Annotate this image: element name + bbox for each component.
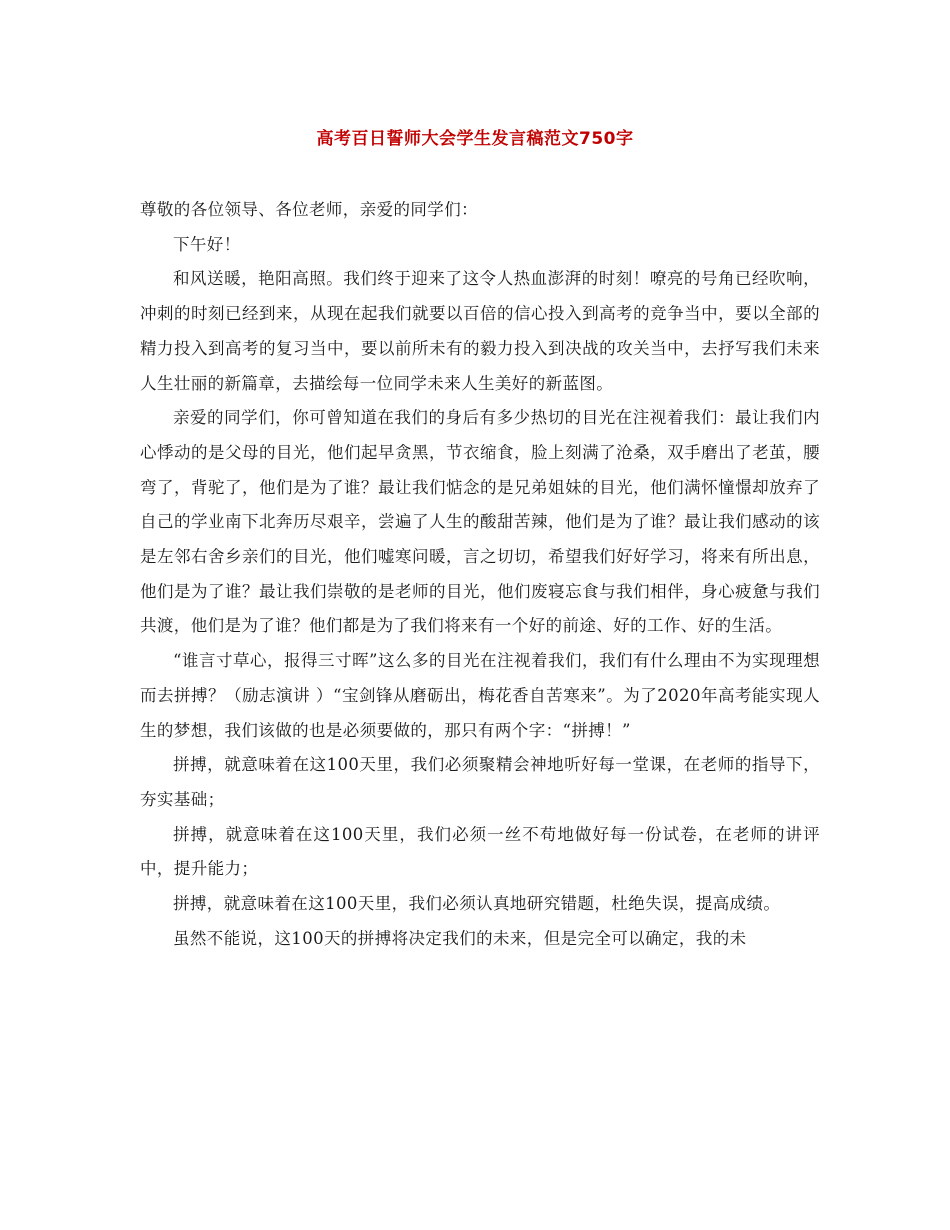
document-title: 高考百日誓师大会学生发言稿范文750字 — [316, 129, 634, 149]
paragraph-struggle-exam: 拼搏，就意味着在这100天里，我们必须一丝不苟地做好每一份试卷，在老师的讲评中，提升能力； — [140, 824, 820, 879]
paragraph-struggle: “谁言寸草心，报得三寸晖”这么多的目光在注视着我们，我们有什么理由不为实现理想而去拼搏？（励志演讲 ）“宝剑锋从磨砺出，梅花香自苦寒来”。为了2020年高考能实现人生的梦想，我们该做的也是必须要做的，那只有两个字：“拼搏！” — [140, 651, 820, 740]
paragraph-intro: 和风送暖，艳阳高照。我们终于迎来了这令人热血澎湃的时刻！嘹亮的号角已经吹响，冲刺的时刻已经到来，从现在起我们就要以百倍的信心投入到高考的竞争当中，要以全部的精力投入到高考的复习当中，要以前所未有的毅力投入到决战的攻关当中，去抒写我们未来人生壮丽的新篇章，去描绘每一位同学未来人生美好的新蓝图。 — [140, 269, 820, 393]
paragraph-struggle-errors: 拼搏，就意味着在这100天里，我们必须认真地研究错题，杜绝失误，提高成绩。 — [173, 894, 781, 914]
paragraph-struggle-class: 拼搏，就意味着在这100天里，我们必须聚精会神地听好每一堂课，在老师的指导下，夯实基础； — [140, 755, 820, 809]
paragraph-gazes: 亲爱的同学们，你可曾知道在我们的身后有多少热切的目光在注视着我们：最让我们内心悸动的是父母的目光，他们起早贪黑，节衣缩食，脸上刻满了沧桑，双手磨出了老茧，腰弯了，背驼了，他们是为了谁？最让我们惦念的是兄弟姐妹的目光，他们满怀憧憬却放弃了自己的学业南下北奔历尽艰辛，尝遍了人生的酸甜苦辣，他们是为了谁？最让我们感动的该是左邻右舍乡亲们的目光，他们嘘寒问暖，言之切切，希望我们好好学习，将来有所出息，他们是为了谁？最让我们崇敬的是老师的目光，他们废寝忘食与我们相伴，身心疲惫与我们共渡，他们是为了谁？他们都是为了我们将来有一个好的前途、好的工作、好的生活。 — [140, 408, 820, 636]
paragraph-future: 虽然不能说，这100天的拼搏将决定我们的未来，但是完全可以确定，我的未 — [173, 928, 747, 948]
salutation: 尊敬的各位领导、各位老师，亲爱的同学们： — [140, 200, 478, 219]
document-body — [140, 193, 820, 956]
greeting-line: 下午好！ — [173, 234, 241, 254]
